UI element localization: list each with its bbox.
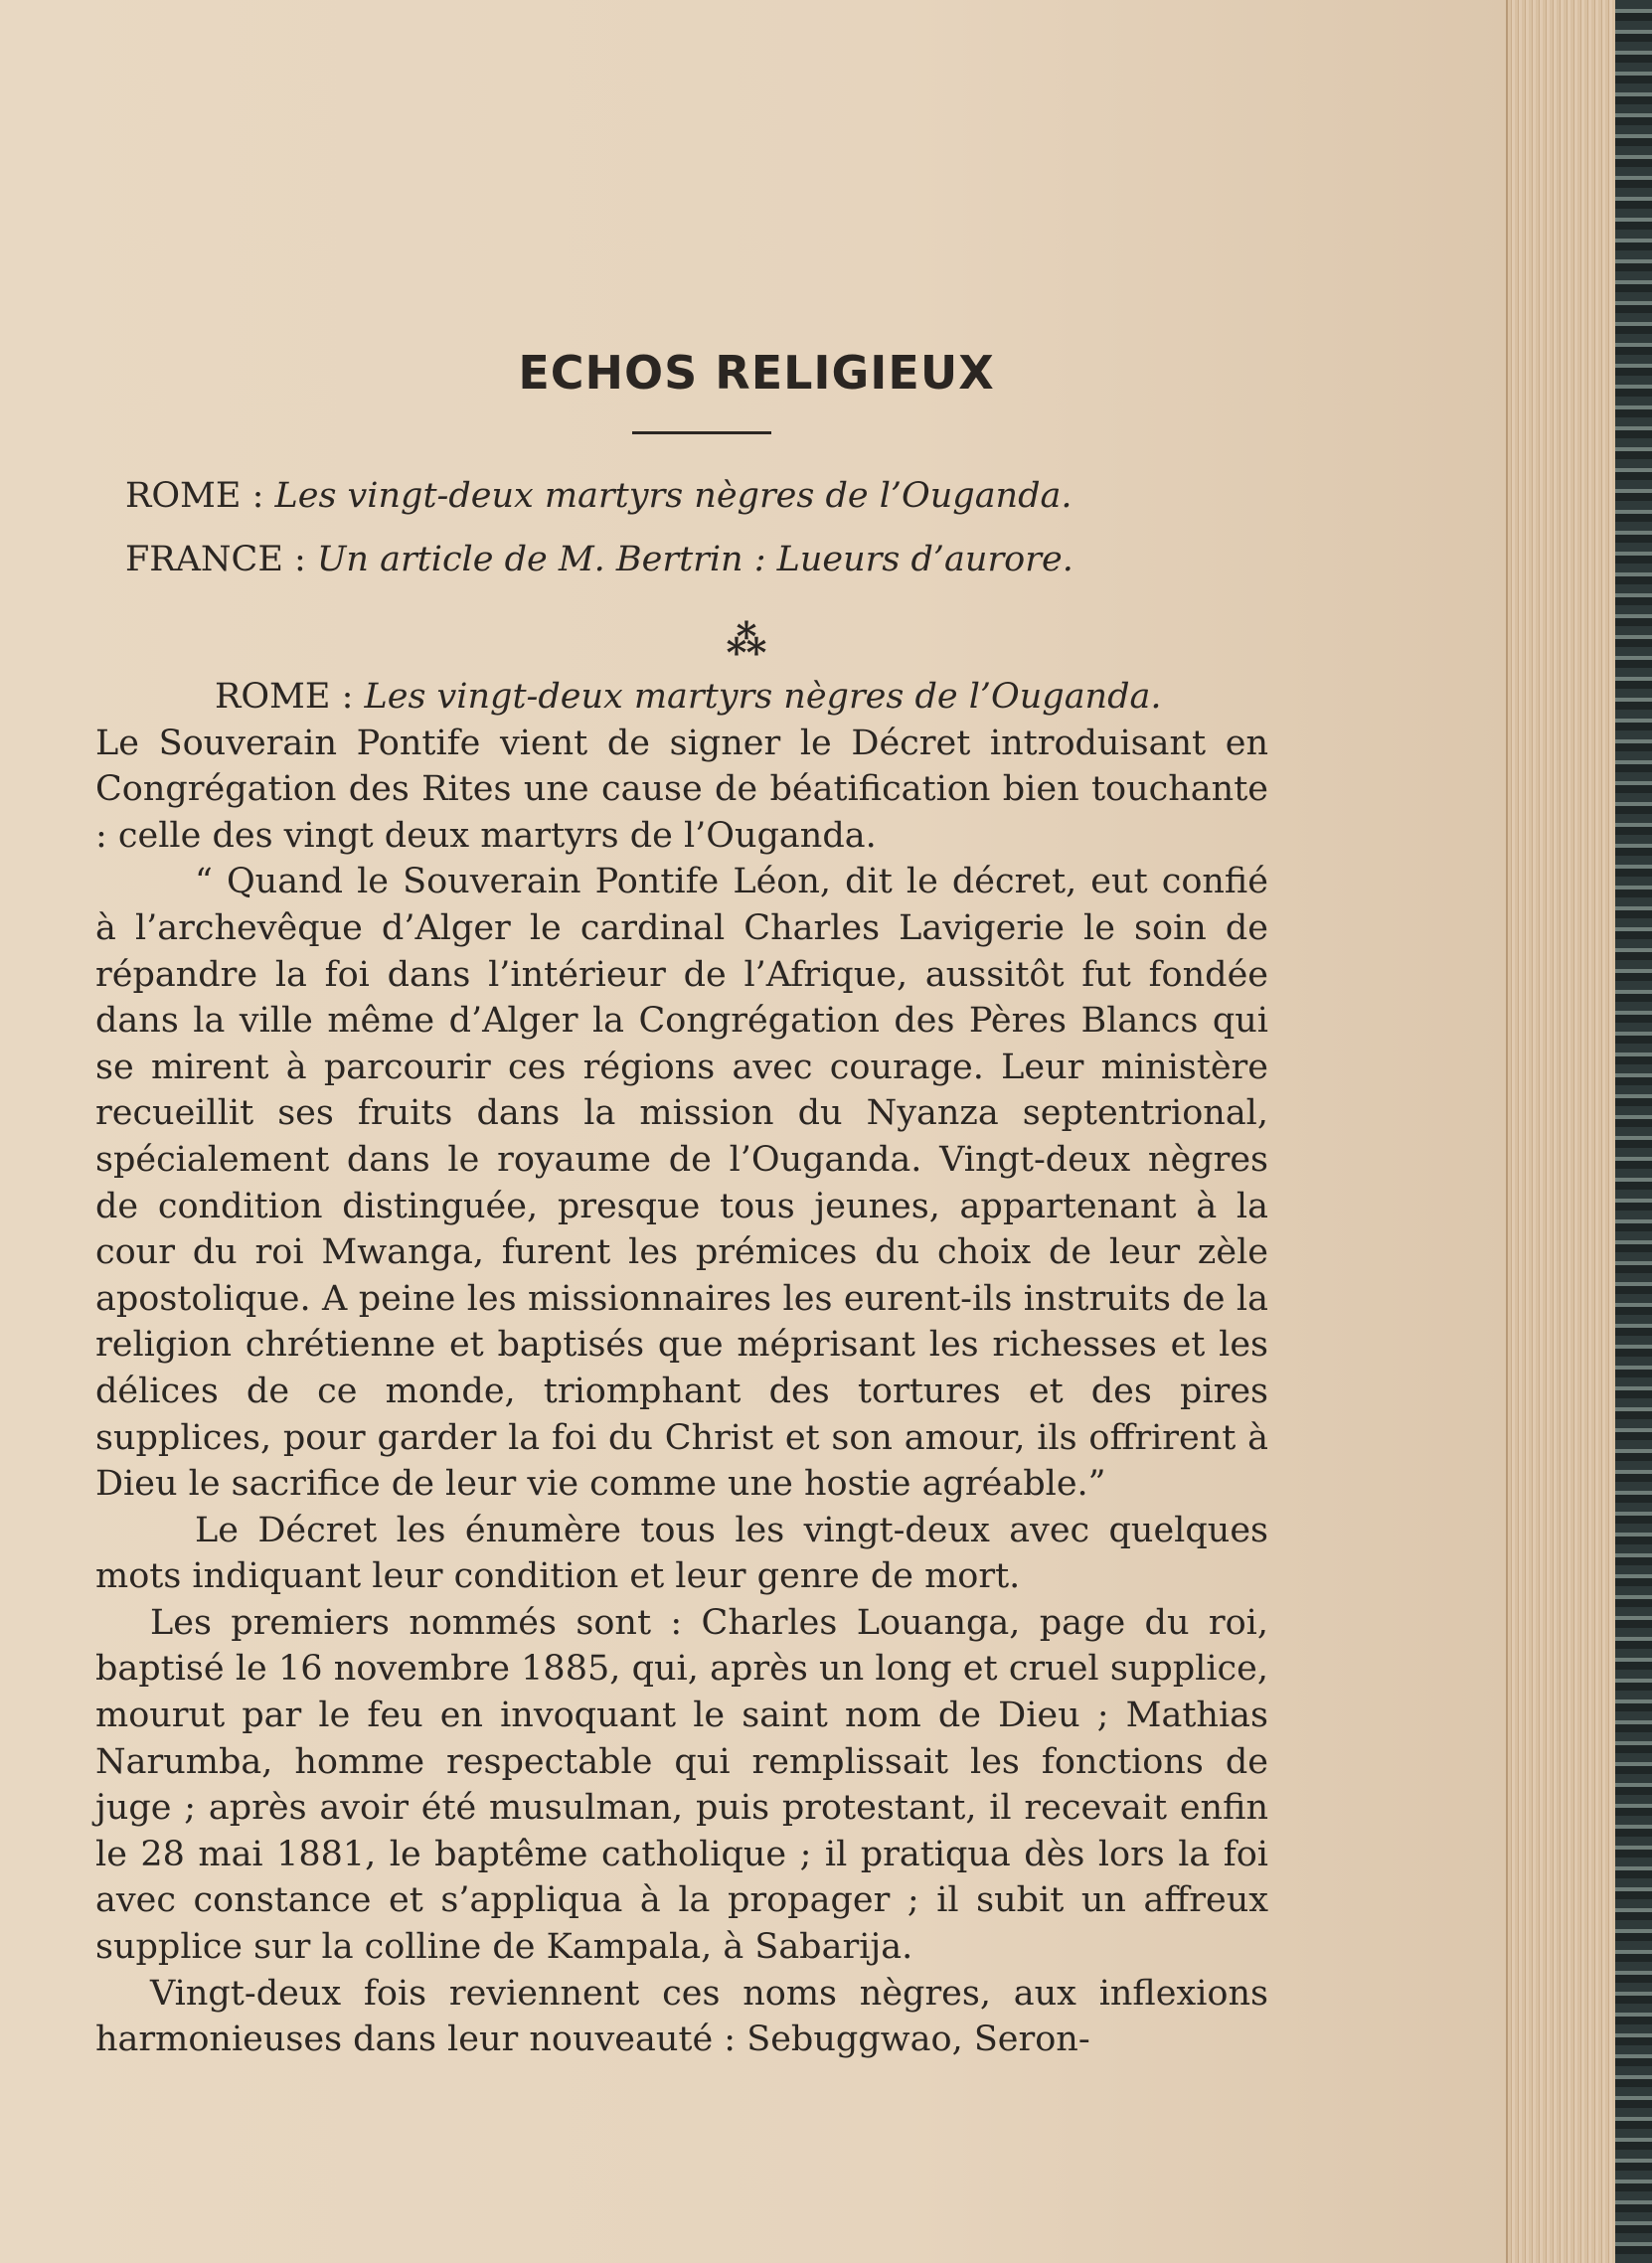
title-rule bbox=[632, 431, 771, 434]
summary-sep: : bbox=[241, 476, 275, 516]
paragraph: Vingt-deux fois reviennent ces noms nègres, aux inflexions harmonieuses dans leur nouveauté : Sebuggwao, Seron- bbox=[95, 1973, 1268, 2060]
article-body bbox=[95, 674, 1268, 2063]
section-heading bbox=[95, 674, 1268, 721]
page-title: ECHOS RELIGIEUX bbox=[518, 346, 995, 400]
summary-place: ROME bbox=[125, 476, 242, 516]
asterism-separator: ⁂ bbox=[726, 617, 767, 664]
summary-item-rome bbox=[125, 464, 1268, 528]
summary-item-france bbox=[125, 528, 1268, 591]
paragraph: Le Souverain Pontife vient de signer le Décret introduisant en Congrégation des Rites une cause de béatification bien touchante : celle des vingt deux martyrs de l’Ouganda. bbox=[95, 723, 1268, 856]
page-edges bbox=[1506, 0, 1617, 2263]
section-topic: Les vingt-deux martyrs nègres de l’Ouganda. bbox=[364, 677, 1162, 717]
page-content bbox=[95, 328, 1268, 2063]
summary-topic: Un article de M. Bertrin : Lueurs d’aurore. bbox=[316, 540, 1074, 579]
summary-topic: Les vingt-deux martyrs nègres de l’Ouganda. bbox=[274, 476, 1073, 516]
paragraph: “ Quand le Souverain Pontife Léon, dit le décret, eut confié à l’archevêque d’Alger le cardinal Charles Lavigerie le soin de répandre la foi dans l’intérieur de l’Afrique, aussitôt fut fondée dans la ville même d’Alger la Congrégation des Pères Blancs qui se mirent à parcourir ces régions avec courage. Leur ministère recueillit ses fruits dans la mission du Nyanza septentrional, spécialement dans le royaume de l’Ouganda. Vingt-deux nègres de condition distinguée, presque tous jeunes, appartenant à la cour du roi Mwanga, furent les prémices du choix de leur zèle apostolique. A peine les missionnaires les eurent-ils instruits de la religion chrétienne et baptisés que méprisant les richesses et les délices de ce monde, triomphant des tortures et des pires supplices, pour garder la foi du Christ et son amour, ils offrirent à Dieu le sacrifice de leur vie comme une hostie agréable.” bbox=[95, 862, 1268, 1505]
summary-place: FRANCE bbox=[125, 540, 283, 579]
book-cover-edge bbox=[1615, 0, 1652, 2263]
summary-sep: : bbox=[282, 540, 317, 579]
section-sep: : bbox=[330, 677, 365, 717]
paragraph: Les premiers nommés sont : Charles Louanga, page du roi, baptisé le 16 novembre 1885, qui, après un long et cruel supplice, mourut par le feu en invoquant le saint nom de Dieu ; Mathias Narumba, homme respectable qui remplissait les fonctions de juge ; après avoir été musulman, puis protestant, il recevait enfin le 28 mai 1881, le baptême catholique ; il pratiqua dès lors la foi avec constance et s’appliqua à la propager ; il subit un affreux supplice sur la colline de Kampala, à Sabarija. bbox=[95, 1602, 1268, 1968]
summary-list bbox=[95, 464, 1268, 591]
section-place: ROME bbox=[215, 677, 331, 717]
paragraph: Le Décret les énumère tous les vingt-deux avec quelques mots indiquant leur condition et leur genre de mort. bbox=[95, 1510, 1268, 1597]
